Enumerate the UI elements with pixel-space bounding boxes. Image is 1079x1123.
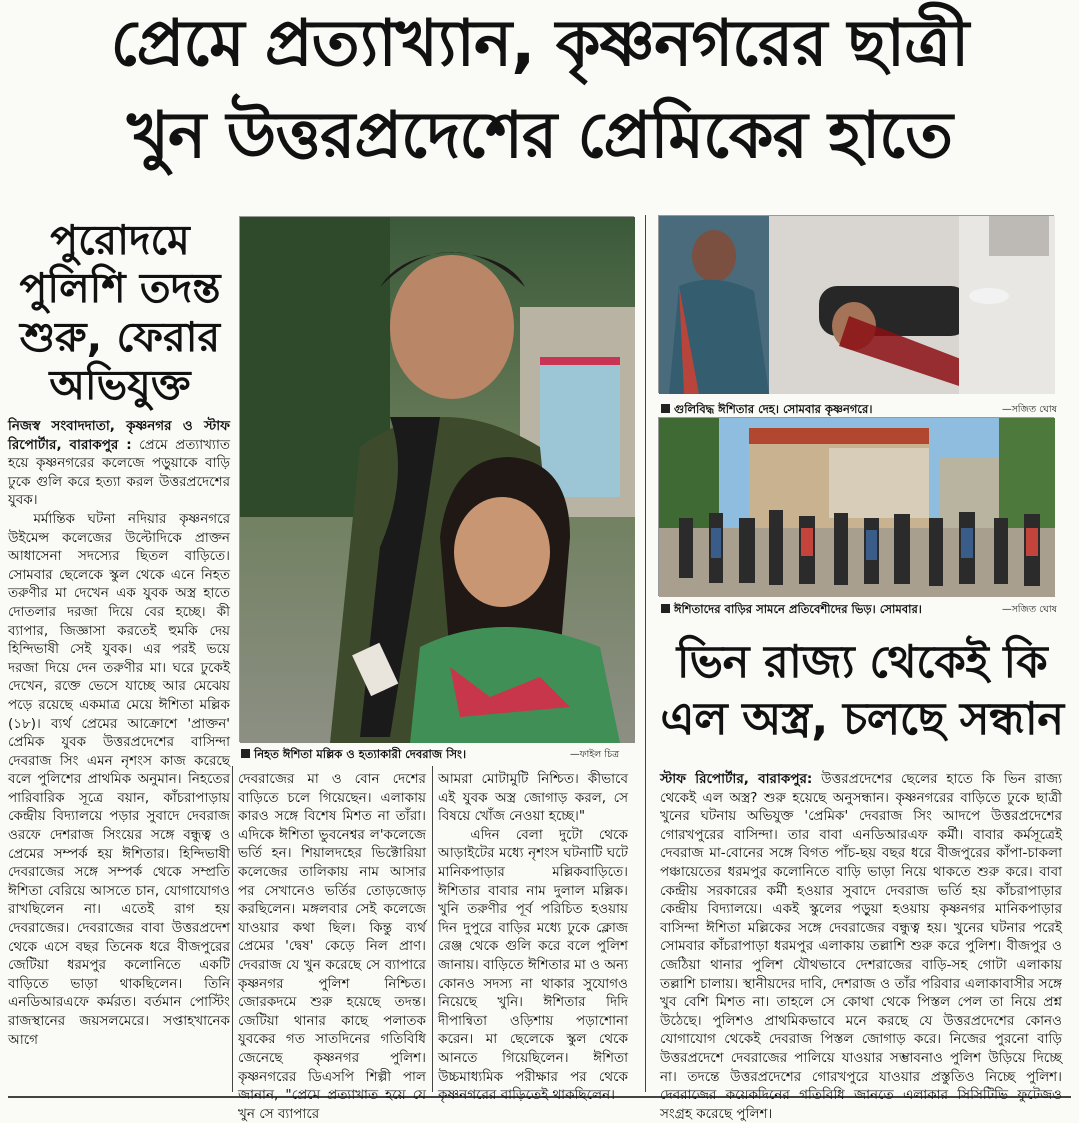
top-right-photo-caption-text: গুলিবিদ্ধ ঈশিতার দেহ। সোমবার কৃষ্ণনগরে। [674,402,873,416]
story-column-3 [438,770,629,1104]
mid-right-photo [658,417,1054,596]
story-paragraph: দেবরাজের মা ও বোন দেশের বাড়িতে চলে গিয়েছেন। এলাকায় কারও সঙ্গে বিশেষ মিশত না তাঁরা। এদিকে ঈশিতা ভুবনেশ্বর ল'কলেজে ভর্তি হন। শিয়ালদহের ভিক্টোরিয়া কলেজের তালিকায় নাম আসার পর সেখানেও ভর্তির তোড়জোড় করছিলেন। মঙ্গলবার সেই কলেজে যাওয়ার কথা ছিল। কিন্তু ব্যর্থ প্রেমের 'দ্বেষ' কেড়ে নিল প্রাণ। দেবরাজ যে খুন করেছে সে ব্যাপারে কৃষ্ণনগর পুলিশ নিশ্চিত। জোরকদমে শুরু হয়েছে তদন্ত। জেটিয়া থানার কাছে পলাতক যুবকের গত সাতদিনের গতিবিধি জেনেছে কৃষ্ণনগর পুলিশ। কৃষ্ণনগরের ডিএসপি শিল্পী পাল জানান, "প্রেমে প্রত্যাখাত হয়ে যে খুন সে ব্যাপারে [238,771,426,1122]
secondary-headline [652,633,1072,747]
story-column-2 [238,770,426,1122]
main-headline-line-2: খুন উত্তরপ্রদেশের প্রেমিকের হাতে [126,99,952,173]
top-right-photo [658,215,1054,393]
mid-right-photo-credit: —সজিত ঘোষ [1002,604,1057,615]
sub-headline [14,216,226,410]
story-column-4 [660,770,1063,1122]
sub-headline-line-3: শুরু, ফেরার [19,312,221,361]
story-column-1 [8,417,230,1092]
story-paragraph: আমরা মোটামুটি নিশ্চিত। কীভাবে এই যুবক অস্ত্র জোগাড় করল, সে বিষয়ে খোঁজ নেওয়া হচ্ছে।" [438,771,628,825]
story-paragraph: এদিন বেলা দুটো থেকে আড়াইটের মধ্যে নৃশংস ঘটনাটি ঘটে মানিকপাড়ার মল্লিকবাড়িতে। ঈশিতার বাবার নাম দুলাল মল্লিক। খুনি তরুণীর পূর্ব পরিচিত হওয়ায় দিন দুপুরে বাড়ির মধ্যে ঢুকে ক্লোজ রেঞ্জ থেকে গুলি করে বলে পুলিশ জানায়। বাড়িতে ঈশিতার মা ও অন্য কোনও সদস্য না থাকার সুযোগও নিয়েছে খুনি। ঈশিতার দিদি দীপান্বিতা ওড়িশায় পড়াশোনা করেন। মা ছেলেকে স্কুল থেকে আনতে গিয়েছিলেন। ঈশিতা উচ্চমাধ্যমিক পরীক্ষার পর থেকে কৃষ্ণনগরের বাড়িতেই থাকছিলেন। [438,826,629,1104]
top-right-photo-credit: —সজিত ঘোষ [1002,404,1057,415]
sub-headline-line-1: পুরোদমে [50,216,190,264]
column-divider [645,215,646,1092]
secondary-headline-line-2: এল অস্ত্র, চলছে সন্ধান [660,692,1064,746]
story-byline: নিজস্ব সংবাদদাতা, কৃষ্ণনগর ও স্টাফ রিপোর্টার, বারাকপুর : [8,418,230,453]
crime-scene-illustration [659,216,1055,394]
mid-right-photo-caption-text: ঈশিতাদের বাড়ির সামনে প্রতিবেশীদের ভিড়। সোমবার। [674,602,922,616]
story-paragraph: উত্তরপ্রদেশের ছেলের হাতে কি ভিন রাজ্য থেকেই এল অস্ত্র? শুরু হয়েছে অনুসন্ধান। কৃষ্ণনগরের বাড়িতে ঢুকে ছাত্রী খুনের ঘটনায় অভিযুক্ত 'প্রেমিক' দেবরাজ সিং আদপে উত্তরপ্রদেশের গোরখপুরের বাসিন্দা। তার বাবা এনডিআরএফ কর্মী। বাবার কর্মসূত্রেই দেবরাজ মা-বোনের সঙ্গে বিগত পাঁচ-ছয় বছর ধরে বীজপুরের কাঁপা-চাকলা পঞ্চায়েতের ধরমপুর কলোনিতে বাড়ি ভাড়া নিয়ে থাকতে শুরু করে। বাবা কেন্দ্রীয় সরকারের কর্মী হওয়ার সুবাদে দেবরাজ ভর্তি হয় কাঁচরাপাড়ার কেন্দ্রীয় বিদ্যালয়ে। একই স্কুলের পড়ুয়া হওয়ায় কৃষ্ণনগর মানিকপাড়ার বাসিন্দা ঈশিতা মল্লিকের সঙ্গে দেবরাজের বন্ধুত্ব হয়। খুনের ঘটনার পরেই সোমবার কাঁচরাপাড়া ধরমপুর এলাকায় তল্লাশি শুরু করে পুলিশ। বীজপুর ও জেঠিয়া থানার পুলিশ যৌথভাবে দেশরাজের বাড়ি-সহ গোটা এলাকায় তল্লাশি চালায়। স্থানীয়দের দাবি, দেশরাজ ও তাঁর পরিবার এলাকাবাসীর সঙ্গে খুব বেশি মিশত না। তাহলে সে কোথা থেকে পিস্তল পেল তা নিয়ে প্রশ্ন উঠেছে। পুলিশও প্রাথমিকভাবে মনে করছে যে উত্তরপ্রদেশের কোনও যোগাযোগ থেকেই দেবরাজ পিস্তল জোগাড় করে। নিজের পুরনো বাড়ি উত্তরপ্রদেশে দেবরাজের পালিয়ে যাওয়ার সম্ভাবনাও পুলিশ উড়িয়ে দিচ্ছে না। তদন্তে উত্তরপ্রদেশের গোরখপুরে যাওয়ার প্রস্তুতিও নিচ্ছে পুলিশ। দেবরাজের কয়েকদিনের গতিবিধি জানতে এলাকার সিসিটিভি ফুটেজও সংগ্রহ করেছে পুলিশ। [660,771,1063,1122]
mid-right-photo-caption [661,601,922,620]
column-divider [232,766,233,1092]
story-byline: স্টাফ রিপোর্টার, বারাকপুর: [660,771,813,787]
couple-photo-illustration [240,217,635,743]
column-divider [432,766,433,1092]
story-paragraph: প্রেমে প্রত্যাখ্যাত হয়ে কৃষ্ণনগরের কলেজে পড়ুয়াকে বাড়ি ঢুকে গুলি করে হত্যা করল উত্তরপ্রদেশের যুবক। [8,436,230,509]
main-photo-caption [241,746,466,765]
secondary-headline-line-1: ভিন রাজ্য থেকেই কি [676,635,1048,688]
main-photo [239,216,634,742]
main-photo-caption-text: নিহত ঈশিতা মল্লিক ও হত্যাকারী দেবরাজ সিং। [254,747,467,761]
sub-headline-line-2: পুলিশি তদন্ত [19,264,221,313]
sub-headline-line-4: অভিযুক্ত [49,361,191,410]
crowd-photo-illustration [659,418,1055,597]
main-photo-credit: —ফাইল চিত্র [570,749,620,760]
story-paragraph: মর্মান্তিক ঘটনা নদিয়ার কৃষ্ণনগরে উইমেন্স কলেজের উল্টোদিকে প্রাক্তন আধাসেনা সদস্যের ছিতল বাড়িতে। সোমবার ছেলেকে স্কুল থেকে এনে নিহত তরুণীর মা দেখেন এক যুবক অস্ত্র হাতে দোতলার দরজা দিয়ে বের হচ্ছে। কী ব্যাপার, জিজ্ঞাসা করতেই হুমকি দেয় হিন্দিভাষী সেই যুবক। এর পরই ভয়ে দরজা দিয়ে দেন তরুণীর মা। ঘরে ঢুকেই দেখেন, রক্তে ভেসে যাচ্ছে আর মেঝেয় পড়ে রয়েছে একমাত্র মেয়ে ঈশিতা মল্লিক (১৮)। ব্যর্থ প্রেমের আক্রোশে 'প্রাক্তন' প্রেমিক যুবক উত্তরপ্রদেশের বাসিন্দা দেবরাজ সিং এমন নৃশংস কাজ করেছে বলে পুলিশের প্রাথমিক অনুমান। নিহতের পারিবারিক সূত্রে বয়ান, কাঁচরাপাড়ায় কেন্দ্রীয় বিদ্যালয়ে পড়ার সুবাদে দেবরাজ ওরফে দেশরাজ সিংয়ের সঙ্গে বন্ধুত্ব ও প্রেমের সম্পর্ক হয় ঈশিতার। হিন্দিভাষী দেবরাজের সঙ্গে সম্পর্ক থেকে সম্প্রতি ঈশিতা বেরিয়ে আসতে চান, যোগাযোগও রাখছিলেন না। এতেই রাগ হয় দেবরাজের। দেবরাজের বাবা উত্তরপ্রদেশ থেকে এসে বছর তিনেক ধরে বীজপুরের জেটিয়া ধরমপুর কলোনিতে একটি বাড়িতে ভাড়া থাকছিলেন। তিনি এনডিআরএফে কর্মরত। বর্তমান পোস্টিং রাজস্থানের জয়সলমেরে। সপ্তাহখানেক আগে [8,510,230,1048]
main-headline-line-1: প্রেমে প্রত্যাখ্যান, কৃষ্ণনগরের ছাত্রী [110,7,969,81]
